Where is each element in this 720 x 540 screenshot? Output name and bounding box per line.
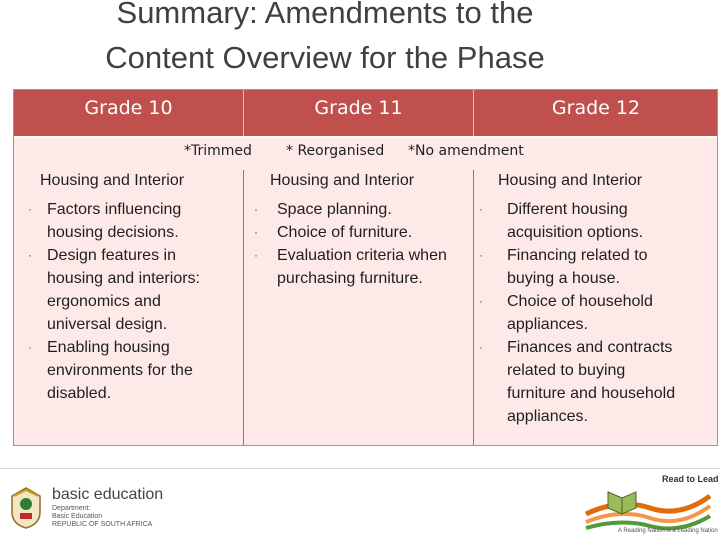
coat-of-arms-icon [6,486,46,530]
list-item: · Finances and contracts [474,336,718,359]
legend-row [14,138,718,170]
list-item: acquisition options. [507,224,644,241]
list-item: purchasing furniture. [277,270,423,287]
list-item: appliances. [507,316,588,333]
list-item: · Choice of furniture. [244,221,473,244]
list-item: universal design. [47,316,168,333]
list-item: disabled. [47,385,112,402]
bullet: · [479,340,483,354]
legend-no-amendment: *No amendment [408,143,524,159]
grade-12-label: Grade 12 [551,97,641,119]
title-line-1: Summary: Amendments to the [116,0,534,30]
list-item: environments for the [47,362,193,379]
read-to-lead-title: Read to Lead [662,474,719,484]
grade-11-topic: Housing and Interior [270,172,415,189]
list-item: related to buying [507,362,626,379]
bullet: · [254,225,258,239]
grade-12-topic: Housing and Interior [498,172,643,189]
grade-10-label: Grade 10 [84,97,173,119]
grade-11-label: Grade 11 [314,97,403,119]
grade-10-list [14,198,243,405]
bullet: · [254,248,258,262]
bullet: · [479,202,483,216]
list-item: · Financing related to [474,244,718,267]
read-to-lead-tagline: A Reading Nation is a Leading Nation [618,528,718,534]
title-line-2: Content Overview for the Phase [105,40,545,75]
legend-trimmed: *Trimmed [184,143,252,159]
department-subtitle: Department: Basic Education REPUBLIC OF SOUTH AFRICA [52,505,153,528]
bullet: · [479,294,483,308]
list-item: · Enabling housing [14,336,243,359]
list-item: · Factors influencing [14,198,243,221]
list-item: ergonomics and [47,293,161,310]
list-item: buying a house. [507,270,620,287]
grade-12-list [474,198,718,428]
bullet: · [254,202,258,216]
grade-10-topic: Housing and Interior [40,172,185,189]
list-item: · Design features in [14,244,243,267]
list-item: · Different housing [474,198,718,221]
grade-12-header [474,90,718,136]
list-item: appliances. [507,408,588,425]
grade-11-list [244,198,473,290]
list-item: · Space planning. [244,198,473,221]
list-item: · Choice of household [474,290,718,313]
bullet: · [479,248,483,262]
department-name: basic education [52,486,164,503]
bullet: · [28,248,32,262]
list-item: · Evaluation criteria when [244,244,473,267]
bullet: · [28,340,32,354]
grade-10-header [14,90,243,136]
legend-reorganised: * Reorganised [286,143,385,159]
list-item: furniture and household [507,385,676,402]
list-item: housing and interiors: [47,270,200,287]
bullet: · [28,202,32,216]
grade-11-header [244,90,473,136]
list-item: housing decisions. [47,224,179,241]
